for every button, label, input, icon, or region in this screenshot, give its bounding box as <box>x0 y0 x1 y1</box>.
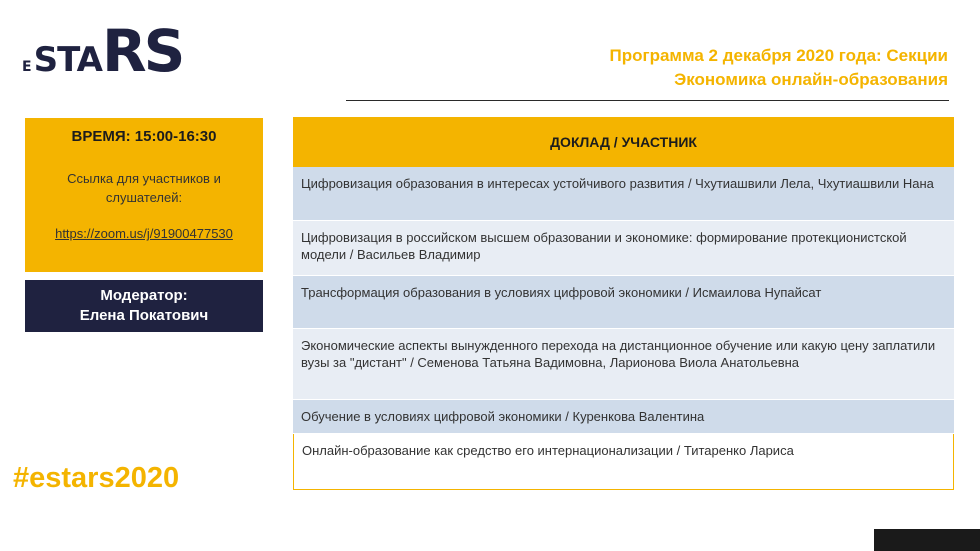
title-divider <box>346 100 949 101</box>
table-row: Онлайн-образование как средство его интернационализации / Титаренко Лариса <box>293 434 954 490</box>
page-title-line1: Программа 2 декабря 2020 года: Секции <box>609 46 948 65</box>
logo-letters-sta: STA <box>33 40 102 80</box>
program-table <box>293 117 954 490</box>
video-control-corner <box>874 529 980 551</box>
moderator-label: Модератор: <box>100 287 188 304</box>
moderator-box <box>25 280 263 332</box>
table-row: Цифровизация в российском высшем образовании и экономике: формирование протекционистской модели / Васильев Владимир <box>293 221 954 276</box>
table-row: Экономические аспекты вынужденного перехода на дистанционное обучение или какую цену заплатили вузы за "дистант" / Семенова Татьяна Вадимовна, Ларионова Виола Анатольевна <box>293 329 954 400</box>
moderator-name: Елена Покатович <box>79 307 209 324</box>
table-row: Обучение в условиях цифровой экономики / Куренкова Валентина <box>293 400 954 434</box>
table-row: Цифровизация образования в интересах устойчивого развития / Чхутиашвили Лела, Чхутиашвили Нана <box>293 167 954 221</box>
page-title <box>610 44 948 92</box>
session-time: ВРЕМЯ: 15:00-16:30 <box>71 128 217 145</box>
logo-letters-rs: RS <box>101 17 183 85</box>
estars-logo <box>22 17 183 85</box>
time-box <box>25 118 263 272</box>
table-header: ДОКЛАД / УЧАСТНИК <box>293 117 954 167</box>
link-caption: Ссылка для участников и слушателей: <box>67 171 221 205</box>
hashtag: #estars2020 <box>13 462 180 494</box>
zoom-link[interactable]: https://zoom.us/j/91900477530 <box>55 226 233 241</box>
table-row: Трансформация образования в условиях цифровой экономики / Исмаилова Нупайсат <box>293 276 954 329</box>
page-title-line2: Экономика онлайн-образования <box>674 70 948 89</box>
logo-letter-e: E <box>22 59 31 75</box>
